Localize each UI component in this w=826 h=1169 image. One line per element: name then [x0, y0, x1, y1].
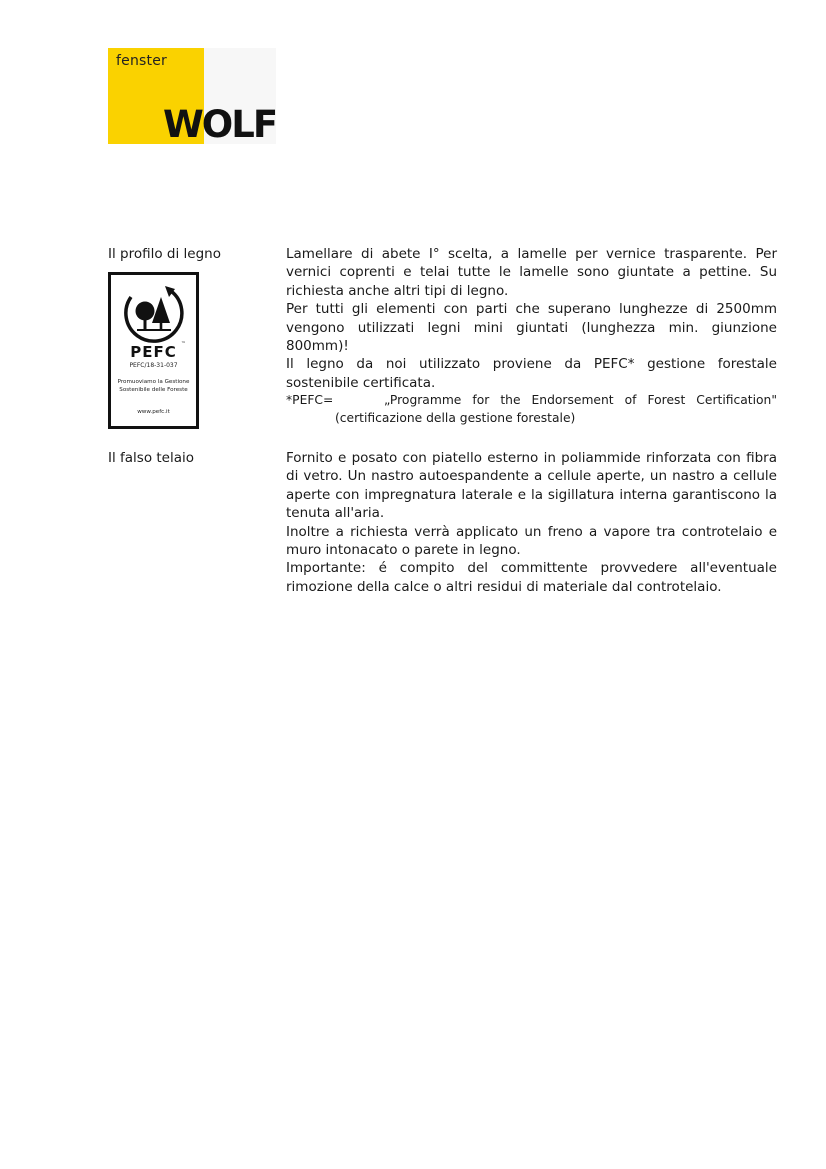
- paragraph: Il legno da noi utilizzato proviene da PEFC* gestione forestale sostenibile certificata.: [286, 356, 777, 391]
- pefc-url: www.pefc.it: [137, 409, 170, 415]
- paragraph: Fornito e posato con piatello esterno in poliammide rinforzata con fibra di vetro. Un nastro autoespandente a cellule aperte, un nastro a cellule aperte con impregnatura laterale e la sigillatura interna garantiscono la tenuta all'aria.: [286, 450, 777, 522]
- company-logo: [108, 48, 276, 144]
- section-label-wood-profile: Il profilo di legno: [108, 246, 221, 262]
- paragraph: Importante: é compito del committente provvedere all'eventuale rimozione della calce o altri residui di materiale dal controtelaio.: [286, 560, 777, 595]
- paragraph: Lamellare di abete I° scelta, a lamelle per vernice trasparente. Per vernici coprenti e telai tutte le lamelle sono giuntate a pettine. Su richiesta anche altri tipi di legno.: [286, 246, 777, 299]
- pefc-code: PEFC/18-31-037: [129, 362, 178, 369]
- section-body-subframe: [286, 449, 777, 596]
- footnote-key: *PEFC=: [286, 393, 334, 407]
- footnote-translation: (certificazione della gestione forestale): [335, 410, 576, 425]
- section-label-subframe: Il falso telaio: [108, 450, 195, 466]
- pefc-wordmark: PEFC: [130, 343, 177, 361]
- pefc-footnote: [286, 392, 777, 427]
- logo-small-text: fenster: [116, 53, 167, 69]
- pefc-promo-text: Promuoviamo la Gestione Sostenibile delle Foreste: [117, 379, 190, 393]
- paragraph: Per tutti gli elementi con parti che superano lunghezze di 2500mm vengono utilizzati legni mini giuntati (lunghezza min. giunzione 800mm)!: [286, 301, 777, 355]
- pefc-trademark: ™: [181, 341, 186, 347]
- pefc-trees-icon: [111, 275, 196, 345]
- footnote-definition: „Programme for the Endorsement of Forest Certification": [384, 393, 777, 407]
- logo-wordmark: WOLF: [163, 103, 277, 146]
- section-body-wood-profile: [286, 245, 777, 392]
- pefc-certification-badge: [108, 272, 199, 429]
- paragraph: Inoltre a richiesta verrà applicato un freno a vapore tra controtelaio e muro intonacato o parete in legno.: [286, 523, 777, 559]
